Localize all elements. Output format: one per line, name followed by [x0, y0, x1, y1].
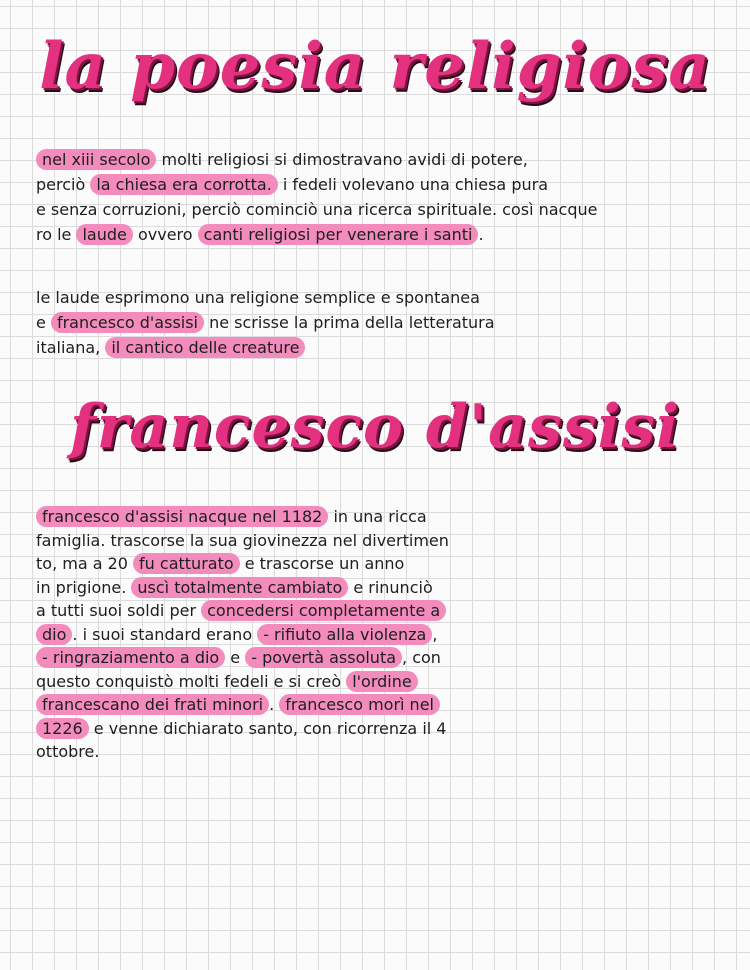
text: a tutti suoi soldi per	[36, 601, 202, 620]
text: in prigione.	[36, 577, 132, 597]
text-line	[36, 646, 726, 670]
highlight: l'ordine	[346, 671, 418, 692]
highlight: laude	[76, 224, 132, 245]
text: to, ma a 20	[36, 554, 134, 573]
highlight: fu catturato	[133, 553, 240, 574]
highlight: francescano dei frati minori	[36, 694, 269, 715]
text-line: e senza corruzioni, perciò cominciò una ricerca spirituale. così nacque	[36, 200, 598, 219]
text: .	[478, 225, 484, 244]
highlight: dio	[36, 624, 72, 645]
text-line	[36, 552, 726, 576]
text-line	[36, 693, 726, 717]
text: i fedeli volevano una chiesa pura	[277, 175, 548, 194]
highlight: francesco morì nel	[279, 694, 440, 715]
text: .	[269, 695, 280, 714]
text: perciò	[36, 175, 91, 194]
paragraph-francesco-biography	[36, 505, 726, 764]
page-title: la poesia religiosa	[39, 29, 711, 104]
text: e rinunciò	[348, 577, 433, 597]
text-line	[36, 222, 726, 247]
highlight: la chiesa era corrotta.	[90, 174, 277, 195]
paragraph-laude-intro	[36, 147, 726, 247]
text: ne scrisse la prima della letteratura	[204, 313, 495, 332]
highlight: francesco d'assisi	[51, 312, 204, 333]
text-line: ottobre.	[36, 742, 100, 761]
text-line	[36, 576, 726, 600]
text: e trascorse un anno	[239, 554, 405, 573]
text: molti religiosi si dimostravano avidi di potere,	[156, 150, 528, 169]
text: , con	[402, 648, 441, 667]
text: e venne dichiarato santo, con ricorrenza il 4	[88, 718, 447, 738]
text-line	[36, 717, 726, 741]
text-line	[36, 505, 726, 529]
text-line	[36, 172, 726, 197]
highlight: - rifiuto alla violenza	[257, 624, 432, 645]
highlight: il cantico delle creature	[105, 337, 305, 358]
paragraph-laude-description	[36, 285, 726, 360]
text-line: le laude esprimono una religione semplice e spontanea	[36, 288, 480, 307]
highlight: uscì totalmente cambiato	[131, 577, 348, 598]
text: ,	[432, 624, 438, 644]
text-line: famiglia. trascorse la sua giovinezza nel divertimen	[36, 530, 449, 550]
highlight: - povertà assoluta	[245, 647, 402, 668]
text-line	[36, 310, 726, 335]
text: e	[36, 313, 51, 332]
text: e	[225, 648, 246, 667]
highlight: 1226	[36, 718, 89, 739]
text-line	[36, 335, 726, 360]
text-line	[36, 623, 726, 647]
text: ro le	[36, 225, 77, 244]
text-line	[36, 599, 726, 623]
text: in una ricca	[328, 507, 427, 526]
highlight: nel xiii secolo	[36, 149, 156, 170]
text: . i suoi standard erano	[72, 624, 258, 644]
highlight: concedersi completamente a	[201, 600, 446, 621]
text-line	[36, 670, 726, 694]
highlight: canti religiosi per venerare i santi	[198, 224, 479, 245]
text: questo conquistò molti fedeli e si creò	[36, 671, 347, 691]
text-line	[36, 147, 726, 172]
section-title: francesco d'assisi	[70, 392, 680, 462]
highlight: - ringraziamento a dio	[36, 647, 225, 668]
highlight: francesco d'assisi nacque nel 1182	[36, 506, 328, 527]
text: ovvero	[132, 225, 198, 244]
text: italiana,	[36, 338, 106, 357]
